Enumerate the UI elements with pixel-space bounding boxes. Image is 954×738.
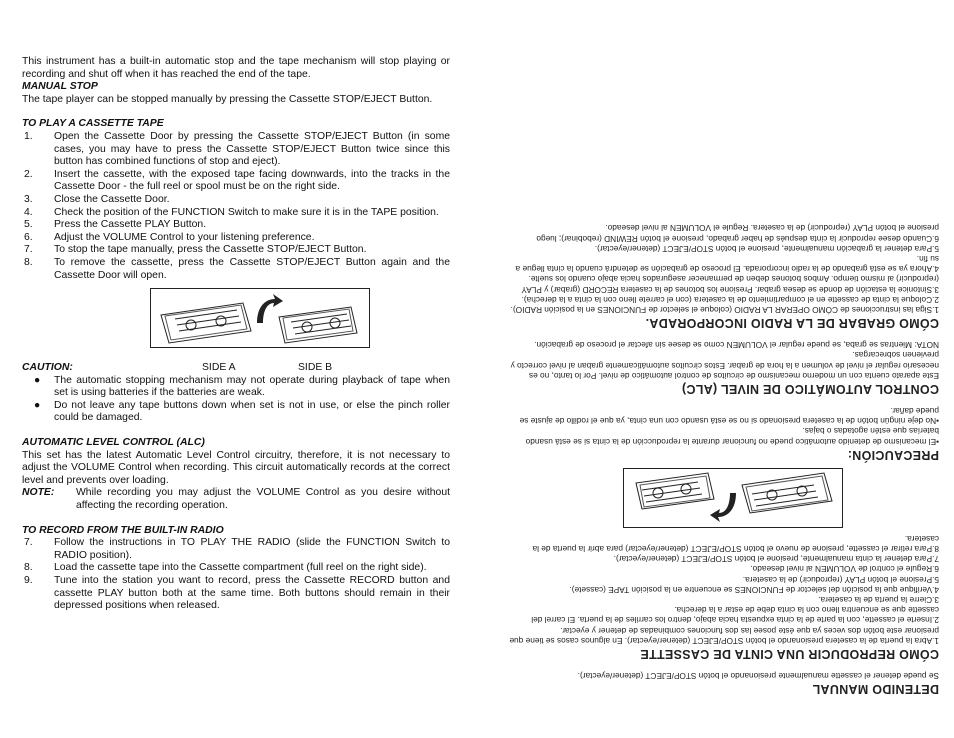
bullet-text: Do not leave any tape buttons down when set is not in use, or else the pinch roller could be damaged. [54, 399, 450, 424]
list-item [22, 169, 450, 194]
step-number: 7. [24, 537, 33, 549]
grabar-heading: CÓMO GRABAR DE LA RADIO INCORPORADA. [645, 315, 939, 330]
cassette-illustration-es [623, 468, 843, 528]
precaucion-heading: PRECAUCIÓN: [847, 447, 939, 462]
list-item: 8.Para retirar el cassette, presione de nuevo el botón STOP/EJECT (detener/eyectar) para abrir la puerta de la casetera. [532, 533, 939, 554]
list-item [22, 244, 450, 257]
list-item: 2.Inserte el cassette, con la parte de la cinta expuesta hacia abajo, dentro los carriles de la puerta. El carrel del cassette que se encuentra lleno con la cinta debe de estar a la derecha. [531, 605, 939, 626]
caution-label: CAUTION: [22, 362, 73, 374]
list-item: 3.Sintonice la estación de donde se desea grabar. Presione los botones de la casetera RECORD (grabar) y PLAY (reproducir) al mismo tiempo. Ambos botones deben de permanecer asegurados hacia abajo cuando los suelte. [521, 274, 939, 295]
spanish-rotated-content [505, 36, 939, 696]
alc-text-es: Este aparato cuenta con un moderno mecanismo de circuitos de control automático de nivel. Por lo tanto, no es necesario regular el nivel de volumen a la hora de grabar. Estos circuitos automáticamente graban al nivel correcto y previenen sobrecargas. [510, 350, 939, 381]
bullet-text: The automatic stopping mechanism may not operate during playback of tape when set is using batteries if the batteries are weak. [54, 374, 450, 399]
list-item: 1.Abra la puerta de la casetera presionando el botón STOP/EJECT (detener/eyectar). En algunos casos se tiene que presionar este botón dos veces ya que éste posee las dos funciones combinadas de detener y eyectar. [509, 625, 939, 646]
bullet-icon: ● [34, 399, 41, 411]
list-item [22, 232, 450, 245]
list-item: 4.Ahora ya se está grabando de la radio incorporada. El proceso de grabación se detendrá cuando la cinta llegue a su fin. [515, 253, 939, 275]
bullet-icon: ● [34, 374, 41, 386]
step-text: Tune into the station you want to record, press the Cassette RECORD button and cassette PLAY button both at the same time. Both buttons should remain in their depressed positions when released. [54, 575, 450, 612]
list-item: 5.Para detener la grabación manualmente, presione el botón STOP/EJECT (detener/eyectar). [594, 243, 939, 254]
list-item [22, 207, 450, 220]
record-steps-list [22, 537, 450, 613]
list-item [22, 257, 450, 282]
list-item [22, 562, 450, 575]
step-number: 9. [24, 575, 33, 586]
side-a-label: SIDE A [202, 362, 236, 374]
alc-heading: AUTOMATIC LEVEL CONTROL (ALC) [22, 437, 205, 449]
note-text: While recording you may adjust the VOLUME Control as you desire without affecting the recording operation. [76, 487, 450, 512]
step-number: 3. [24, 193, 33, 205]
list-item [22, 575, 450, 613]
step-text: Open the Cassette Door by pressing the Cassette STOP/EJECT Button (in some cases, you may have to press the Cassette STOP/EJECT Button twice since this button has combined functions of stop and eject). [54, 130, 450, 168]
step-number: 8. [24, 256, 33, 268]
list-item [22, 375, 450, 400]
list-item: •El mecanismo de detenido automático puede no funcionar durante la reproducción de la cinta si se está usando baterías que estén agotadas o bajas. [525, 426, 939, 447]
detenido-text: Se puede detener el cassette manualmente presionando el botón STOP/EJECT (detener/eyectar). [577, 671, 939, 681]
manual-stop-heading: MANUAL STOP [22, 81, 98, 93]
list-item [22, 131, 450, 169]
cassette-insert-icon [151, 289, 369, 347]
step-text: Insert the cassette, with the exposed tape facing downwards, into the tracks in the Cassette Door - the full reel or spool must be on the right side. [54, 168, 450, 193]
nota-text: NOTA: Mientras se graba, se puede regular el VOLUMEN como se desee sin afectar el proceso de grabación. [534, 340, 939, 351]
list-item: 1.Siga las instrucciones de CÓMO OPERAR LA RADIO (coloque el selector de FUNCIONES en la posición RADIO). [510, 304, 939, 315]
record-heading: TO RECORD FROM THE BUILT-IN RADIO [22, 524, 224, 536]
list-item: 5.Presione el botón PLAY (reproducir) de la casetera. [742, 574, 939, 585]
step-text: To stop the tape manually, press the Cassette STOP/EJECT Button. [54, 244, 367, 256]
play-steps-list [22, 131, 450, 282]
list-item: 6.Cuando desee reproducir la cinta después de haber grabado, presione el botón REWIND (rebobinar); luego presione el botón PLAY (reproducir) de la casetera. Regule el VOLUMEN al nivel deseado. [536, 223, 939, 244]
step-number: 6. [24, 231, 33, 243]
list-item: 7.Para detener la cinta manualmente, presione el botón STOP/EJECT (detener/eyectar). [613, 554, 939, 565]
caution-row [22, 362, 450, 375]
note-label: NOTE: [22, 487, 55, 499]
list-item [22, 537, 450, 562]
list-item [22, 219, 450, 232]
english-column [22, 56, 450, 613]
step-text: Press the Cassette PLAY Button. [54, 219, 207, 231]
detenido-heading: DETENIDO MANUAL [812, 682, 939, 696]
step-text: Adjust the VOLUME Control to your listening preference. [54, 231, 315, 243]
step-text: Follow the instructions in TO PLAY THE RADIO (slide the FUNCTION Switch to RADIO position). [54, 537, 450, 561]
intro-paragraph: This instrument has a built-in automatic stop and the tape mechanism will stop playing or recording and shut off when it has reached the end of the tape. [22, 56, 450, 80]
list-item: 6.Regule el control de VOLUMEN al nivel deseado. [750, 564, 939, 575]
step-text: Close the Cassette Door. [54, 193, 170, 205]
list-item [22, 400, 450, 425]
side-b-label: SIDE B [298, 362, 333, 374]
step-number: 7. [24, 244, 33, 256]
step-number: 5. [24, 219, 33, 231]
list-item: 2.Coloque la cinta de cassette en el compartimiento de la casetera (con el carrete lleno con la cinta a la derecha). [521, 294, 939, 305]
list-item: 3.Cierre la puerta de la casetera. [818, 594, 939, 605]
step-number: 1. [24, 130, 33, 142]
reproducir-heading: CÓMO REPRODUCIR UNA CINTA DE CASSETTE [640, 646, 939, 661]
play-cassette-heading: TO PLAY A CASSETTE TAPE [22, 118, 164, 130]
manual-stop-text: The tape player can be stopped manually by pressing the Cassette STOP/EJECT Button. [22, 93, 433, 105]
step-number: 8. [24, 562, 33, 574]
step-number: 4. [24, 206, 33, 218]
list-item: •No deje ningún botón de la casetera presionado si no se está usando con una cinta, ya que el rodillo de ajuste se puede dañar. [519, 405, 939, 427]
note-row [22, 487, 450, 512]
alc-text: This set has the latest Automatic Level Control circuitry, therefore, it is not necessary to adjust the VOLUME Control when recording. This circuit automatically records at the correct level and prevents over loading. [22, 449, 450, 486]
caution-list [22, 375, 450, 425]
spanish-column [505, 36, 939, 696]
alc-heading-es: CONTROL AUTOMÁTICO DE NIVEL (ALC) [681, 381, 939, 396]
cassette-insert-icon [624, 469, 842, 527]
cassette-illustration [150, 288, 370, 348]
list-item [22, 194, 450, 207]
step-text: To remove the cassette, press the Cassette STOP/EJECT Button again and the Cassette Door will open. [54, 256, 450, 281]
list-item: 4.Verifique que la posición del selector de FUNCIONES se encuentre en la posición TAPE (cassete). [569, 584, 939, 595]
step-text: Load the cassette tape into the Cassette compartment (full reel on the right side). [54, 562, 427, 574]
step-number: 2. [24, 168, 33, 180]
step-text: Check the position of the FUNCTION Switch to make sure it is in the TAPE position. [54, 206, 439, 218]
